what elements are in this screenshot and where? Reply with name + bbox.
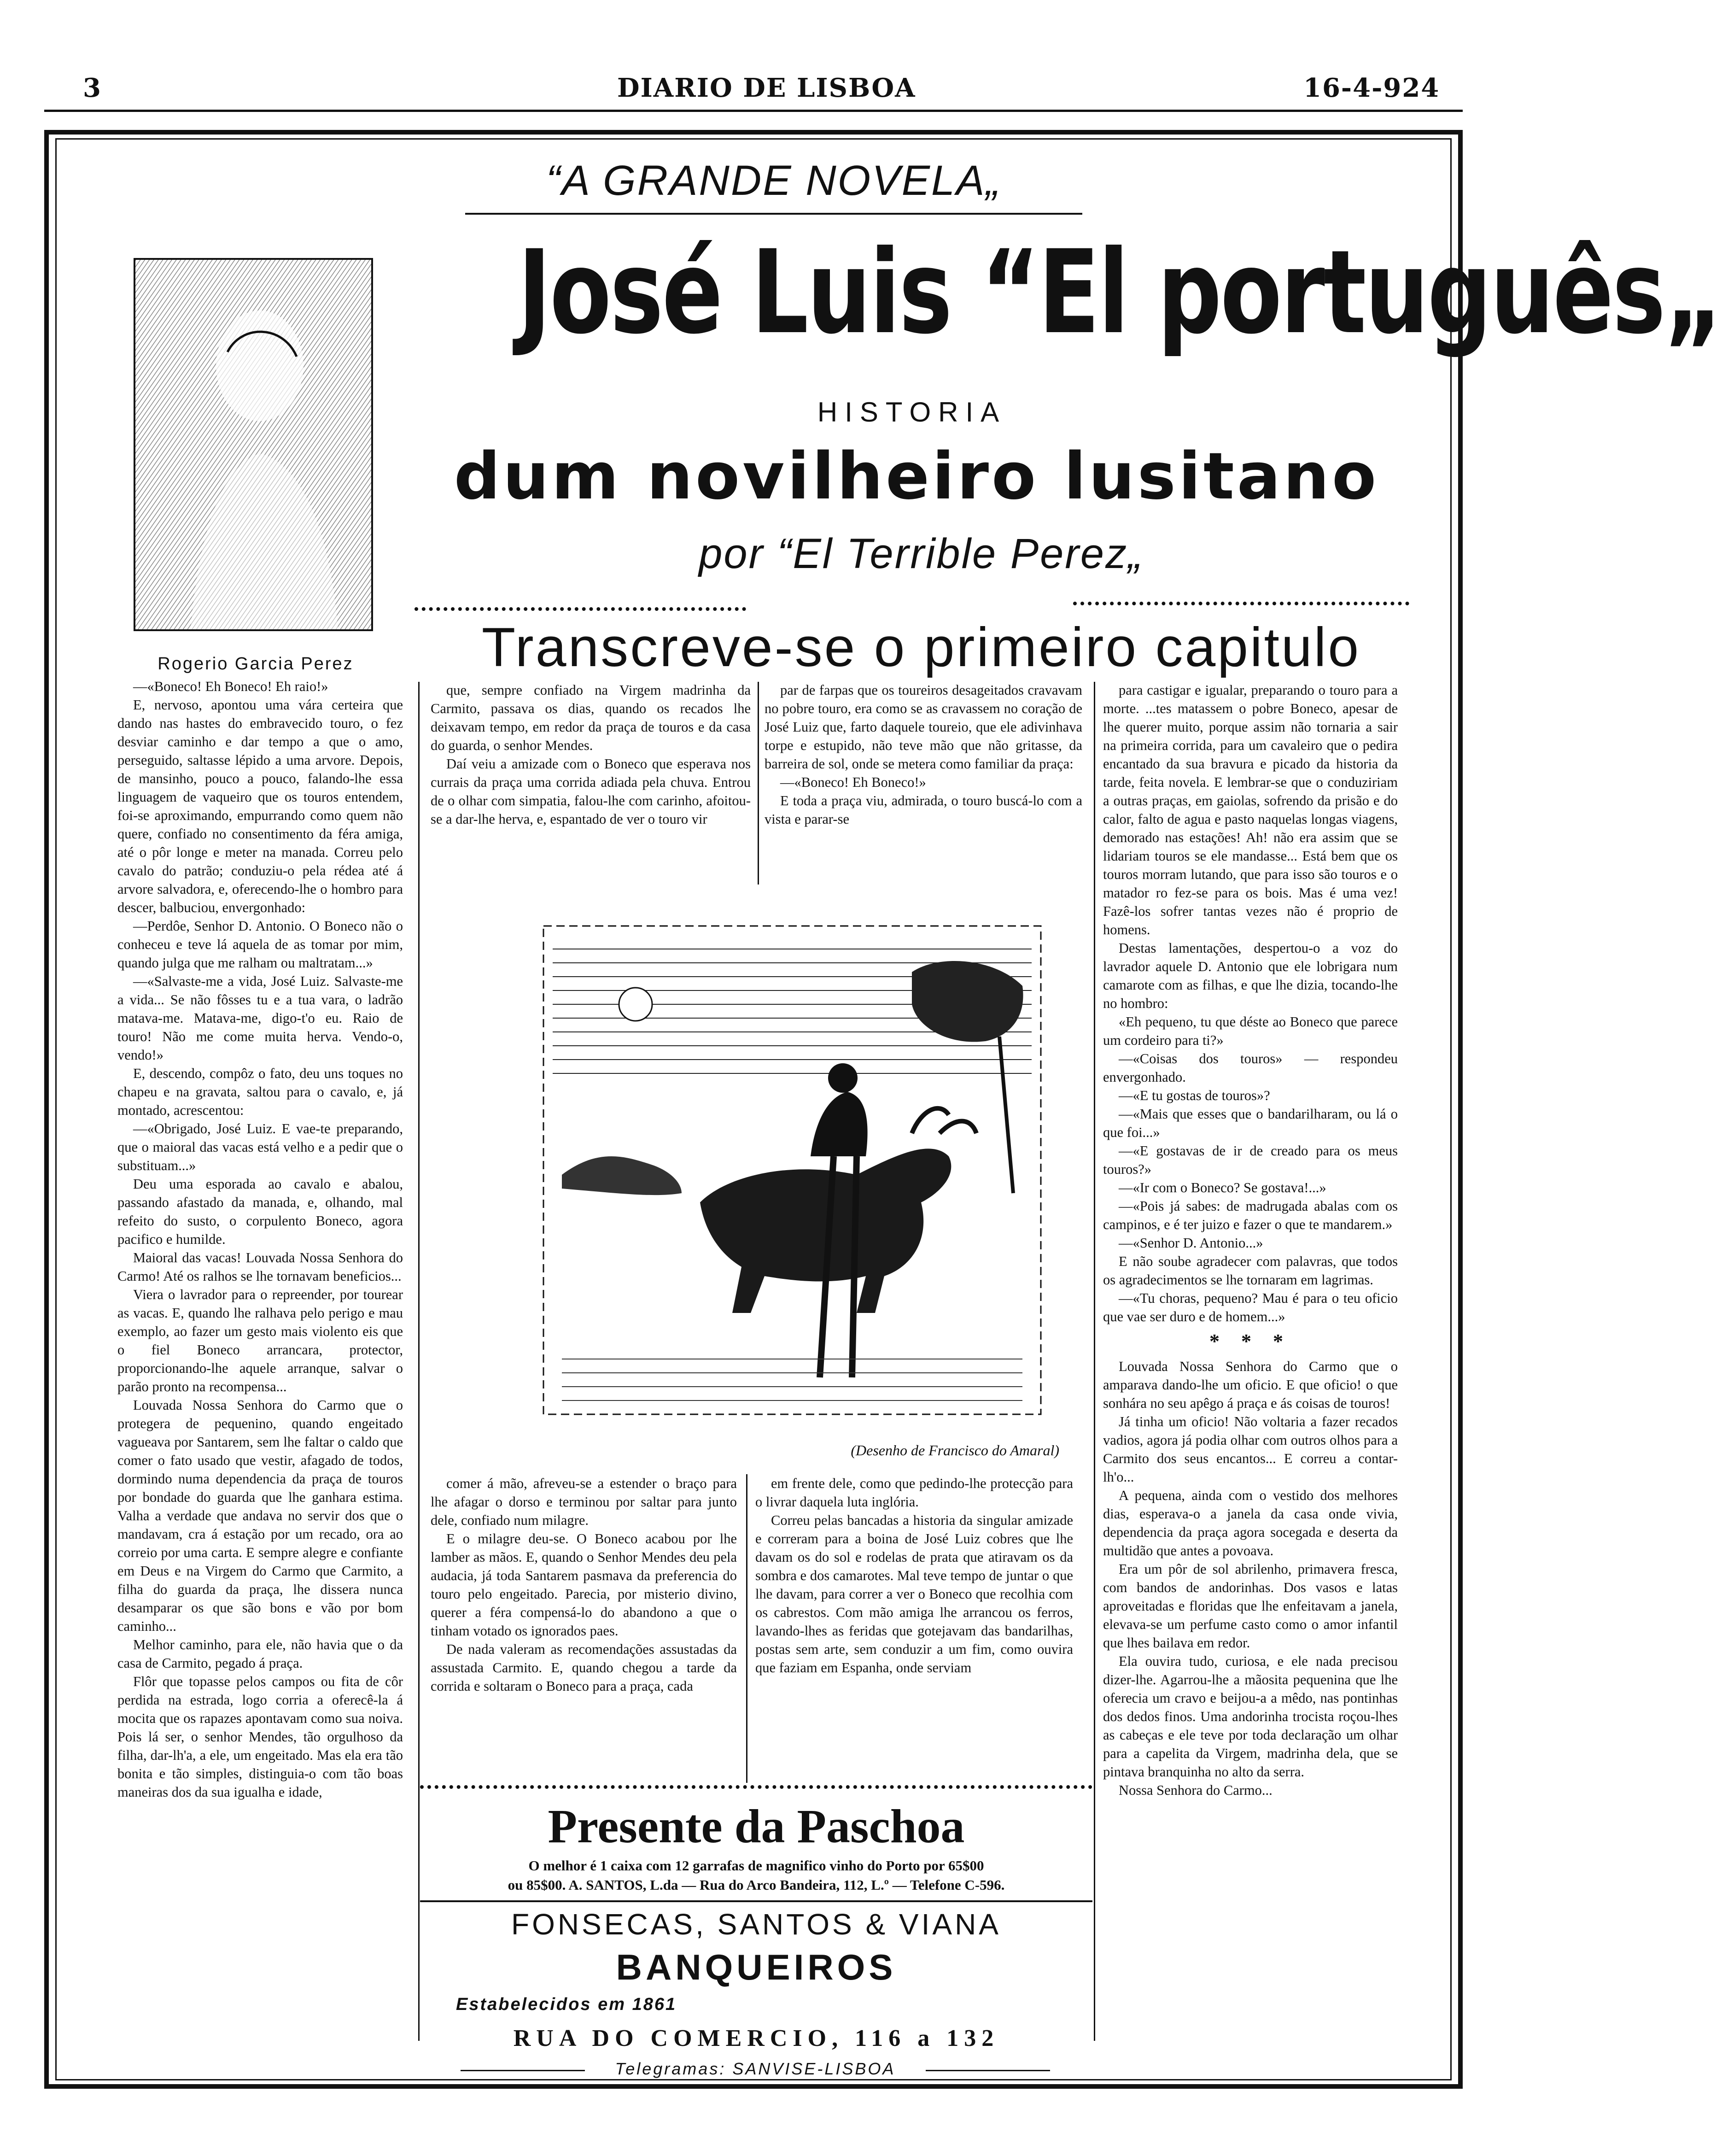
ad-bank-name: FONSECAS, SANTOS & VIANA <box>511 1908 1001 1941</box>
paragraph: Louvada Nossa Senhora do Carmo que o protegera de pequenino, quando engeitado vagueava por Santarem, sem lhe faltar o caldo que comer o fato usado que vestir, afagado de todos, dormindo numa dependencia da praça de touros por bondade do guarda que lhe ganhara estima. Valha a verdade que andava no servir dos que o mandavam, cra á estação por um recado, ora ao correio por uma carta. E sempre alegre e confiante em Deus e na Virgem do Carmo que Carmito, a filha do guarda da praça, lhe dissera nunca desamparar os que são bons e vão por bom caminho... <box>117 1397 403 1634</box>
paragraph: —«E tu gostas de touros»? <box>1119 1088 1270 1103</box>
column-3-bottom <box>755 1474 1073 1778</box>
paragraph: para castigar e igualar, preparando o touro para a morte. ...tes matassem o pobre Boneco, apesar de lhe querer muito, porque assim não tornaria a sair na primeira corrida, para um cavaleiro que o pedira encantado da sua bravura e picado da historia da tarde, feita novela. E lembrar-se que o conduziriam a outras praças, em gaiolas, sofrendo da prisão e do calor, falto de agua e pasto naquelas longas viagens, demorado nas estações! Ah! não era assim que se lidariam touros se ele mandasse... Está bem que os touros morram lutando, que para isso são touros e o matador ro fez-se para os bois. Mas é uma vez! Fazê-los sofrer tantas vezes não é proprio de homens. <box>1103 682 1398 937</box>
column-separator <box>1094 682 1095 2041</box>
paragraph: par de farpas que os toureiros desageitados cravavam no pobre touro, era como se as cravassem no coração de José Luiz que, farto daquele toureio, que ele adivinhava torpe e estupido, não teve mão que não gritasse, da barreira de sol, onde se metera como familiar da praça: <box>765 682 1082 772</box>
ad-bank-established: Estabelecidos em 1861 <box>456 1995 677 2014</box>
paragraph: De nada valeram as recomendações assustadas da assustada Carmito. E, quando chegou a tarde da corrida e soltaram o Boneco para a praça, cada <box>431 1641 737 1694</box>
paragraph: Daí veiu a amizade com o Boneco que esperava nos currais da praça uma corrida adiada pela chuva. Entrou de o olhar com simpatia, falou-lhe com carinho, afoitou-se a dar-lhe herva, e, espantado de ver o touro vir <box>431 756 751 827</box>
section-separator: * * * <box>1209 1330 1291 1353</box>
paragraph: E, descendo, compôz o fato, deu uns toques no chapeu e na gravata, saltou para o cavalo, e, já montado, acrescentou: <box>117 1066 403 1118</box>
dotted-rule-right <box>1073 602 1409 605</box>
portrait-sketch <box>135 260 371 629</box>
paragraph: Flôr que topasse pelos campos ou fita de côr perdida na estrada, logo corria a oferecê-la á mocita que os rapazes apontavam como sua noiva. Pois lá ser, o senhor Mendes, tão orgulhoso da filha, dar-lh'a, a ele, um engeitado. Mas ela era tão bonita e tão simples, distinguia-o com tão boas maneiras dos da sua igualha e idade, <box>117 1674 403 1800</box>
column-separator <box>758 682 759 885</box>
ad-paschoa-line2: ou 85$00. A. SANTOS, L.da — Rua do Arco Bandeira, 112, L.º — Telefone C-596. <box>508 1877 1005 1893</box>
column-2-bottom <box>431 1474 737 1778</box>
paragraph: em frente dele, como que pedindo-lhe protecção para o livrar daquela luta inglória. <box>755 1476 1073 1510</box>
issue-date: 16-4-924 <box>1303 73 1440 103</box>
feature-byline: por “El Terrible Perez„ <box>699 530 1144 577</box>
column-1 <box>117 677 403 2059</box>
paragraph: Deu uma esporada ao cavalo e abalou, passando afastado da manada, e, olhando, mal refeito do susto, o corpulento Boneco, agora pacifico e humilde. <box>117 1176 403 1247</box>
paragraph: E o milagre deu-se. O Boneco acabou por lhe lamber as mãos. E, quando o Senhor Mendes deu pela audacia, já toda Santarem pasmava da preferencia do touro pelo engeitado. Parecia, por misterio divino, querer a féra compensá-lo do abandono a que o tinham votado os ignorados paes. <box>431 1531 737 1639</box>
dotted-rule-left <box>414 607 746 611</box>
paragraph: que, sempre confiado na Virgem madrinha da Carmito, passava os dias, quando os recados lhe deixavam tempo, em redor da praça de touros e da casa do guarda, o senhor Mendes. <box>431 682 751 753</box>
paragraph: Viera o lavrador para o repreender, por tourear as vacas. E, quando lhe ralhava pelo perigo e mau exemplo, ao fazer um gesto mais violento eis que o fiel Boneco arrancara, protector, proporcionando-lhe aquele arranque, salvar o parão pronto na recompensa... <box>117 1287 403 1394</box>
ad-bank-type: BANQUEIROS <box>616 1947 897 1987</box>
paragraph: —«Senhor D. Antonio...» <box>1119 1235 1263 1251</box>
illustration-drawing <box>534 917 1050 1424</box>
column-3-top <box>765 681 1082 888</box>
ad-separator <box>420 1900 1092 1902</box>
paragraph: —«Boneco! Eh Boneco!» <box>780 774 926 790</box>
newspaper-name: DIARIO DE LISBOA <box>617 73 916 103</box>
telegram-rule-right <box>926 2070 1050 2071</box>
chapter-headline: Transcreve-se o primeiro capitulo <box>481 616 1361 678</box>
column-separator <box>746 1474 747 1783</box>
ad-top-border <box>420 1785 1092 1793</box>
paragraph: —«Salvaste-me a vida, José Luiz. Salvaste-me a vida... Se não fôsses tu e a tua vara, o ladrão matava-me. Matava-me, digo-t'o eu. Raio de touro! Não me come muita herva. Vendo-o, vendo!» <box>117 973 403 1063</box>
illustration-caption: (Desenho de Francisco do Amaral) <box>851 1442 1059 1459</box>
feature-subtitle: dum novilheiro lusitano <box>454 439 1379 514</box>
feature-label: HISTORIA <box>817 397 1007 428</box>
paragraph: E não soube agradecer com palavras, que todos os agradecimentos se lhe tornaram em lagrimas. <box>1103 1254 1398 1288</box>
ad-bank-telegrams: Telegramas: SANVISE-LISBOA <box>615 2059 896 2078</box>
paragraph: Era um pôr de sol abrilenho, primavera fresca, com bandos de andorinhas. Dos vasos e latas aproveitadas e floridas que lhe enfeitavam a janela, elevava-se um perfume casto como o amor infantil que lhes bailava em redor. <box>1103 1561 1398 1651</box>
paragraph: comer á mão, afreveu-se a estender o braço para lhe afagar o dorso e terminou por saltar para junto dele, confiado num milagre. <box>431 1476 737 1528</box>
bullfight-illustration <box>534 917 1050 1424</box>
paragraph: «Eh pequeno, tu que déste ao Boneco que parece um cordeiro para ti?» <box>1103 1014 1398 1048</box>
paragraph: —Perdôe, Senhor D. Antonio. O Boneco não o conheceu e teve lá aquela de as tomar por mim, quando julga que me ralham ou maltratam...» <box>117 918 403 971</box>
ad-paschoa-line1: O melhor é 1 caixa com 12 garrafas de magnifico vinho do Porto por 65$00 <box>528 1857 984 1874</box>
author-portrait <box>134 258 373 631</box>
paragraph: Melhor caminho, para ele, não havia que o da casa de Carmito, pegado á praça. <box>117 1637 403 1671</box>
kicker-underline <box>465 213 1082 215</box>
ad-paschoa-title: Presente da Paschoa <box>548 1800 965 1853</box>
paragraph: Ela ouvira tudo, curiosa, e ele nada precisou dizer-lhe. Agarrou-lhe a mãosita pequenina que lhe oferecia um cravo e beijou-a a mêdo, nas pontinhas dos dedos finos. Uma andorinha trocista roçou-lhes as cabeças e ele teve por toda declaração um olhar para a capelita da Virgem, madrinha dela, que se pintava branquinha no alto da serra. <box>1103 1653 1398 1780</box>
paragraph: Maioral das vacas! Louvada Nossa Senhora do Carmo! Até os ralhos se lhe tornavam beneficios... <box>117 1250 403 1284</box>
paragraph: —«Ir com o Boneco? Se gostava!...» <box>1119 1180 1326 1195</box>
feature-kicker: “A GRANDE NOVELA„ <box>546 157 1002 204</box>
paragraph: Louvada Nossa Senhora do Carmo que o amparava dando-lhe um oficio. E que oficio! o que sonhára no seu apêgo á praça e ás coisas de touros! <box>1103 1359 1398 1411</box>
page-number: 3 <box>83 73 102 103</box>
paragraph: —«Mais que esses que o bandarilharam, ou lá o que foi...» <box>1103 1106 1398 1140</box>
paragraph: Nossa Senhora do Carmo... <box>1119 1782 1273 1798</box>
paragraph: A pequena, ainda com o vestido dos melhores dias, esperava-o a janela da casa onde vivia, dependencia da praça agora socegada e deserta da multidão que antes a povoava. <box>1103 1488 1398 1558</box>
column-separator <box>418 682 420 2041</box>
paragraph: E toda a praça viu, admirada, o touro buscá-lo com a vista e parar-se <box>765 793 1082 827</box>
paragraph: —«Tu choras, pequeno? Mau é para o teu oficio que vae ser duro e de homem...» <box>1103 1290 1398 1324</box>
column-2-top <box>431 681 751 888</box>
paragraph: —«Coisas dos touros» — respondeu envergonhado. <box>1103 1051 1398 1085</box>
paragraph: —«Pois já sabes: de madrugada abalas com os campinos, e é ter juizo e fazer o que te mandarem.» <box>1103 1198 1398 1232</box>
column-4 <box>1103 681 1398 2040</box>
paragraph: —«Obrigado, José Luiz. E vae-te preparando, que o maioral das vacas está velho e a pedir que o substituam...» <box>117 1121 403 1173</box>
paragraph: —«Boneco! Eh Boneco! Eh raio!» <box>133 679 328 694</box>
ad-bank-address: RUA DO COMERCIO, 116 a 132 <box>513 2025 999 2051</box>
paragraph: Destas lamentações, despertou-o a voz do lavrador aquele D. Antonio que ele lobrigara num camarote com as filhas, e que lhe dizia, tocando-lhe no hombro: <box>1103 940 1398 1011</box>
telegram-rule-left <box>461 2070 585 2071</box>
paragraph: E, nervoso, apontou uma vára certeira que dando nas hastes do embravecido touro, o fez desviar caminho e dar tempo a que o amo, perseguido, saltasse lépido a uma arvore. Depois, de mansinho, pouco a pouco, falando-lhe essa linguagem de vaqueiro que os touros entendem, foi-se aproximando, empurrando como quem não quere, confiado no consentimento da féra amiga, até o pôr longe e meter na manada. Correu pelo cavalo do patrão; conduziu-o pela rédea até á arvore salvadora, e, oferecendo-lhe o hombro para descer, balbuciou, envergonhado: <box>117 697 403 915</box>
portrait-caption: Rogerio Garcia Perez <box>158 654 354 674</box>
paragraph: Já tinha um oficio! Não voltaria a fazer recados vadios, agora já podia olhar com outros olhos para a Carmito dos seus encantos... E correu a contar-lh'o... <box>1103 1414 1398 1485</box>
paragraph: Correu pelas bancadas a historia da singular amizade e correram para a boina de José Luiz cobres que lhe davam os do sol e rodelas de prata que atiravam os da sombra e dos camarotes. Mal teve tempo de juntar o que lhe davam, para correr a ver o Boneco que recolhia com os cabrestos. Com mão amiga lhe arrancou os ferros, lavando-lhes as feridas que gotejavam das bandarilhas, postas sem arte, sem conduzir a um fim, como ouvira que faziam em Espanha, onde serviam <box>755 1512 1073 1676</box>
feature-title: José Luis “El português„ <box>518 225 1722 359</box>
masthead-rule <box>44 110 1463 112</box>
paragraph: —«E gostavas de ir de creado para os meus touros?» <box>1103 1143 1398 1177</box>
